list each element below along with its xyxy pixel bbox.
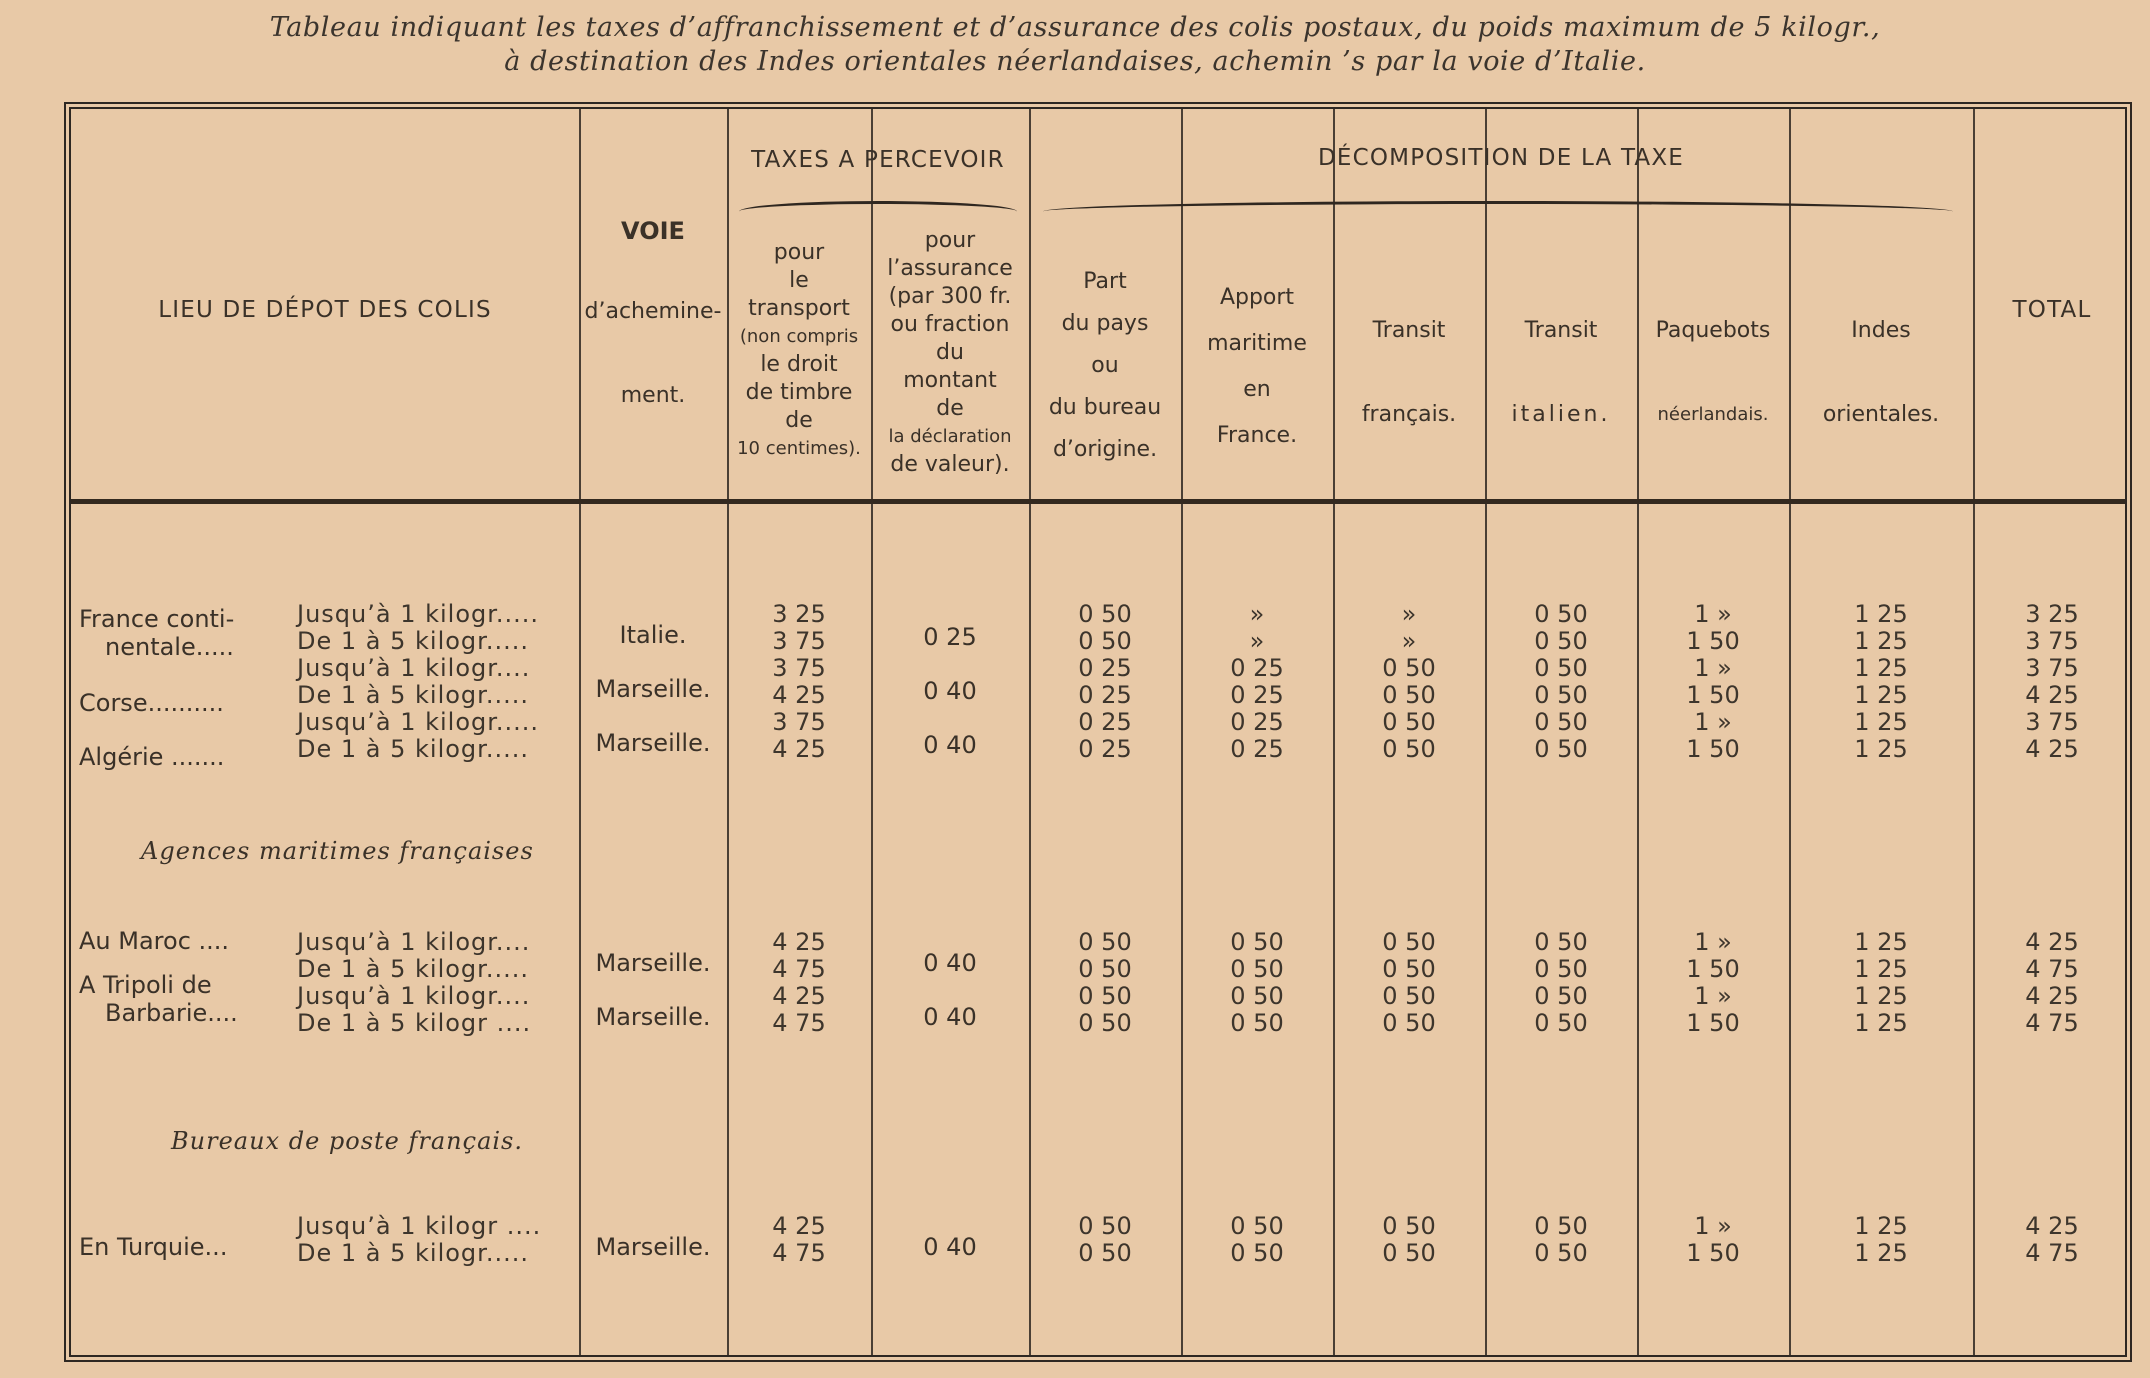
transit-fr-cell: » (1401, 600, 1417, 628)
header-transit-italien (1485, 289, 1637, 457)
header-assurance (871, 227, 1029, 479)
apport-cell: 0 50 (1230, 1212, 1284, 1240)
total-cell: 4 75 (2025, 1009, 2079, 1037)
paquebots-cell: 1 50 (1686, 735, 1740, 763)
paquebots-cell: 1 » (1694, 600, 1732, 628)
table-row (71, 956, 2125, 983)
indes-cell: 1 25 (1854, 681, 1908, 709)
apport-cell: 0 50 (1230, 1239, 1284, 1267)
header-text: du pays (1061, 311, 1149, 336)
assurance-value: 0 25 (923, 623, 977, 651)
table-row (71, 655, 2125, 682)
transport-cell: 4 75 (772, 1009, 826, 1037)
header-text: de (785, 408, 813, 433)
table-row (71, 929, 2125, 956)
total-cell: 3 75 (2025, 708, 2079, 736)
poids-cell: De 1 à 5 kilogr..... (297, 955, 529, 983)
lieu-text: A Tripoli de (79, 971, 212, 999)
assurance-value: 0 40 (923, 1233, 977, 1261)
total-cell: 4 25 (2025, 928, 2079, 956)
header-text: transport (748, 296, 850, 321)
poids-cell: Jusqu’à 1 kilogr .... (297, 1212, 542, 1240)
transit-fr-cell: » (1401, 627, 1417, 655)
transport-cell: 4 25 (772, 1212, 826, 1240)
total-cell: 3 25 (2025, 600, 2079, 628)
total-cell: 4 25 (2025, 681, 2079, 709)
paquebots-cell: 1 50 (1686, 1009, 1740, 1037)
apport-cell: 0 50 (1230, 955, 1284, 983)
transport-cell: 3 75 (772, 654, 826, 682)
part-cell: 0 25 (1078, 654, 1132, 682)
transit-fr-cell: 0 50 (1382, 928, 1436, 956)
transit-it-cell: 0 50 (1534, 735, 1588, 763)
table-row (71, 1010, 2125, 1037)
apport-cell: 0 50 (1230, 1009, 1284, 1037)
header-text: le (789, 268, 809, 293)
assurance-value: 0 40 (923, 949, 977, 977)
table-title-line-2: à destination des Indes orientales néerlandaises, achemin ’s par la voie d’Italie. (504, 46, 1646, 77)
apport-cell: 0 25 (1230, 708, 1284, 736)
indes-cell: 1 25 (1854, 600, 1908, 628)
brace (1043, 201, 1953, 222)
apport-cell: 0 25 (1230, 735, 1284, 763)
part-cell: 0 50 (1078, 600, 1132, 628)
part-cell: 0 50 (1078, 1009, 1132, 1037)
lieu-text: nentale..... (105, 633, 234, 661)
part-cell: 0 50 (1078, 982, 1132, 1010)
header-text: en (1243, 377, 1271, 402)
header-text: (par 300 fr. (888, 284, 1012, 309)
header-text: néerlandais. (1657, 404, 1769, 425)
part-cell: 0 50 (1078, 928, 1132, 956)
header-lieu: LIEU DE DÉPOT DES COLIS (158, 297, 492, 323)
header-text: France. (1216, 423, 1298, 448)
header-part-du-pays (1029, 261, 1181, 471)
transit-fr-cell: 0 50 (1382, 735, 1436, 763)
header-taxes-a-percevoir: TAXES A PERCEVOIR (751, 147, 1005, 173)
header-text: Part (1083, 269, 1127, 294)
assurance-value: 0 40 (923, 731, 977, 759)
transit-it-cell: 0 50 (1534, 1009, 1588, 1037)
indes-cell: 1 25 (1854, 928, 1908, 956)
part-cell: 0 50 (1078, 955, 1132, 983)
tariff-table (64, 102, 2132, 1362)
total-cell: 4 75 (2025, 955, 2079, 983)
paquebots-cell: 1 50 (1686, 1239, 1740, 1267)
transit-it-cell: 0 50 (1534, 982, 1588, 1010)
header-text: d’origine. (1052, 437, 1158, 462)
header-text: de (936, 396, 964, 421)
transit-it-cell: 0 50 (1534, 654, 1588, 682)
table-title-line-1: Tableau indiquant les taxes d’affranchissement et d’assurance des colis postaux, du poids maximum de 5 kilogr., (269, 12, 1881, 43)
indes-cell: 1 25 (1854, 627, 1908, 655)
transit-it-cell: 0 50 (1534, 1239, 1588, 1267)
table-row (71, 682, 2125, 709)
header-transport (727, 239, 871, 463)
table-row (71, 709, 2125, 736)
transit-fr-cell: 0 50 (1382, 1239, 1436, 1267)
header-voie-line-2: d’achemine- (584, 299, 722, 324)
table-row (71, 736, 2125, 763)
total-cell: 3 75 (2025, 627, 2079, 655)
header-voie-line-3: ment. (620, 383, 686, 408)
apport-cell: 0 25 (1230, 681, 1284, 709)
lieu-corse: Corse.......... (79, 689, 224, 717)
header-text: de valeur). (890, 452, 1010, 477)
header-text: italien. (1511, 402, 1611, 427)
header-text: pour (773, 240, 825, 265)
header-total: TOTAL (2012, 297, 2092, 323)
voie-value: Marseille. (595, 1003, 711, 1031)
section-bureaux-de-poste: Bureaux de poste français. (171, 1127, 523, 1155)
total-cell: 4 25 (2025, 982, 2079, 1010)
table-row (71, 628, 2125, 655)
table-row (71, 1240, 2125, 1267)
voie-value: Italie. (619, 621, 687, 649)
lieu-algerie: Algérie ....... (79, 743, 225, 771)
apport-cell: 0 50 (1230, 928, 1284, 956)
paquebots-cell: 1 50 (1686, 955, 1740, 983)
apport-cell: 0 25 (1230, 654, 1284, 682)
header-text: 10 centimes). (737, 438, 861, 459)
header-text: maritime (1207, 331, 1307, 356)
indes-cell: 1 25 (1854, 1009, 1908, 1037)
transit-it-cell: 0 50 (1534, 600, 1588, 628)
header-text: de timbre (745, 380, 853, 405)
transit-it-cell: 0 50 (1534, 1212, 1588, 1240)
header-text: Indes (1851, 318, 1911, 343)
indes-cell: 1 25 (1854, 955, 1908, 983)
header-voie: VOIE (621, 217, 685, 245)
header-text: (non compris (739, 326, 859, 347)
total-cell: 4 25 (2025, 735, 2079, 763)
header-text: ou fraction (890, 312, 1010, 337)
voie-value: Marseille. (595, 675, 711, 703)
indes-cell: 1 25 (1854, 1239, 1908, 1267)
transit-it-cell: 0 50 (1534, 708, 1588, 736)
voie-value: Marseille. (595, 729, 711, 757)
header-text: ou (1091, 353, 1119, 378)
paquebots-cell: 1 50 (1686, 681, 1740, 709)
transport-cell: 3 25 (772, 600, 826, 628)
apport-cell: » (1249, 600, 1265, 628)
transport-cell: 4 25 (772, 735, 826, 763)
poids-cell: De 1 à 5 kilogr..... (297, 1239, 529, 1267)
lieu-text: France conti- (79, 605, 235, 633)
header-text: l’assurance (887, 256, 1013, 281)
voie-value: Marseille. (595, 949, 711, 977)
transit-fr-cell: 0 50 (1382, 955, 1436, 983)
indes-cell: 1 25 (1854, 708, 1908, 736)
indes-cell: 1 25 (1854, 1212, 1908, 1240)
transit-it-cell: 0 50 (1534, 955, 1588, 983)
header-text: la déclaration (888, 426, 1012, 447)
paquebots-cell: 1 » (1694, 708, 1732, 736)
poids-cell: De 1 à 5 kilogr .... (297, 1009, 532, 1037)
lieu-text: Barbarie.... (105, 999, 238, 1027)
poids-cell: Jusqu’à 1 kilogr.... (297, 928, 531, 956)
transport-cell: 4 75 (772, 1239, 826, 1267)
section-agences-maritimes: Agences maritimes françaises (141, 837, 534, 865)
poids-cell: Jusqu’à 1 kilogr..... (297, 600, 540, 628)
paquebots-cell: 1 » (1694, 654, 1732, 682)
header-text: orientales. (1822, 402, 1940, 427)
table-row (71, 983, 2125, 1010)
assurance-value: 0 40 (923, 677, 977, 705)
assurance-value: 0 40 (923, 1003, 977, 1031)
indes-cell: 1 25 (1854, 735, 1908, 763)
table-row (71, 601, 2125, 628)
poids-cell: De 1 à 5 kilogr..... (297, 627, 529, 655)
header-indes-orientales (1789, 289, 1973, 457)
part-cell: 0 50 (1078, 1212, 1132, 1240)
paquebots-cell: 1 » (1694, 1212, 1732, 1240)
apport-cell: 0 50 (1230, 982, 1284, 1010)
header-text: Transit (1372, 318, 1446, 343)
poids-cell: Jusqu’à 1 kilogr..... (297, 708, 540, 736)
transit-it-cell: 0 50 (1534, 627, 1588, 655)
transit-it-cell: 0 50 (1534, 928, 1588, 956)
indes-cell: 1 25 (1854, 982, 1908, 1010)
total-cell: 4 25 (2025, 1212, 2079, 1240)
transit-fr-cell: 0 50 (1382, 982, 1436, 1010)
header-text: du bureau (1048, 395, 1162, 420)
header-text: pour (924, 228, 976, 253)
header-text: Transit (1524, 318, 1598, 343)
transport-cell: 3 75 (772, 708, 826, 736)
lieu-turquie: En Turquie... (79, 1233, 228, 1261)
transit-fr-cell: 0 50 (1382, 1009, 1436, 1037)
poids-cell: Jusqu’à 1 kilogr.... (297, 654, 531, 682)
header-text: le droit (760, 352, 838, 377)
total-cell: 3 75 (2025, 654, 2079, 682)
transit-fr-cell: 0 50 (1382, 681, 1436, 709)
header-apport-maritime (1181, 275, 1333, 459)
transport-cell: 3 75 (772, 627, 826, 655)
header-transit-francais (1333, 289, 1485, 457)
poids-cell: Jusqu’à 1 kilogr.... (297, 982, 531, 1010)
transit-fr-cell: 0 50 (1382, 708, 1436, 736)
transport-cell: 4 25 (772, 982, 826, 1010)
transport-cell: 4 25 (772, 928, 826, 956)
transit-it-cell: 0 50 (1534, 681, 1588, 709)
lieu-maroc: Au Maroc .... (79, 927, 230, 955)
part-cell: 0 25 (1078, 708, 1132, 736)
poids-cell: De 1 à 5 kilogr..... (297, 681, 529, 709)
part-cell: 0 50 (1078, 627, 1132, 655)
header-decomposition: DÉCOMPOSITION DE LA TAXE (1317, 145, 1685, 171)
table-row (71, 1213, 2125, 1240)
header-text: du (936, 340, 964, 365)
voie-value: Marseille. (595, 1233, 711, 1261)
transit-fr-cell: 0 50 (1382, 1212, 1436, 1240)
total-cell: 4 75 (2025, 1239, 2079, 1267)
header-paquebots (1637, 289, 1789, 457)
header-rule (71, 499, 2125, 504)
header-text: Paquebots (1655, 318, 1771, 343)
transport-cell: 4 25 (772, 681, 826, 709)
header-text: Apport (1219, 285, 1295, 310)
part-cell: 0 25 (1078, 735, 1132, 763)
header-text: montant (903, 368, 997, 393)
transit-fr-cell: 0 50 (1382, 654, 1436, 682)
apport-cell: » (1249, 627, 1265, 655)
brace (739, 201, 1017, 222)
paquebots-cell: 1 50 (1686, 627, 1740, 655)
poids-cell: De 1 à 5 kilogr..... (297, 735, 529, 763)
paquebots-cell: 1 » (1694, 928, 1732, 956)
indes-cell: 1 25 (1854, 654, 1908, 682)
part-cell: 0 50 (1078, 1239, 1132, 1267)
header-text: français. (1361, 402, 1457, 427)
part-cell: 0 25 (1078, 681, 1132, 709)
paquebots-cell: 1 » (1694, 982, 1732, 1010)
transport-cell: 4 75 (772, 955, 826, 983)
